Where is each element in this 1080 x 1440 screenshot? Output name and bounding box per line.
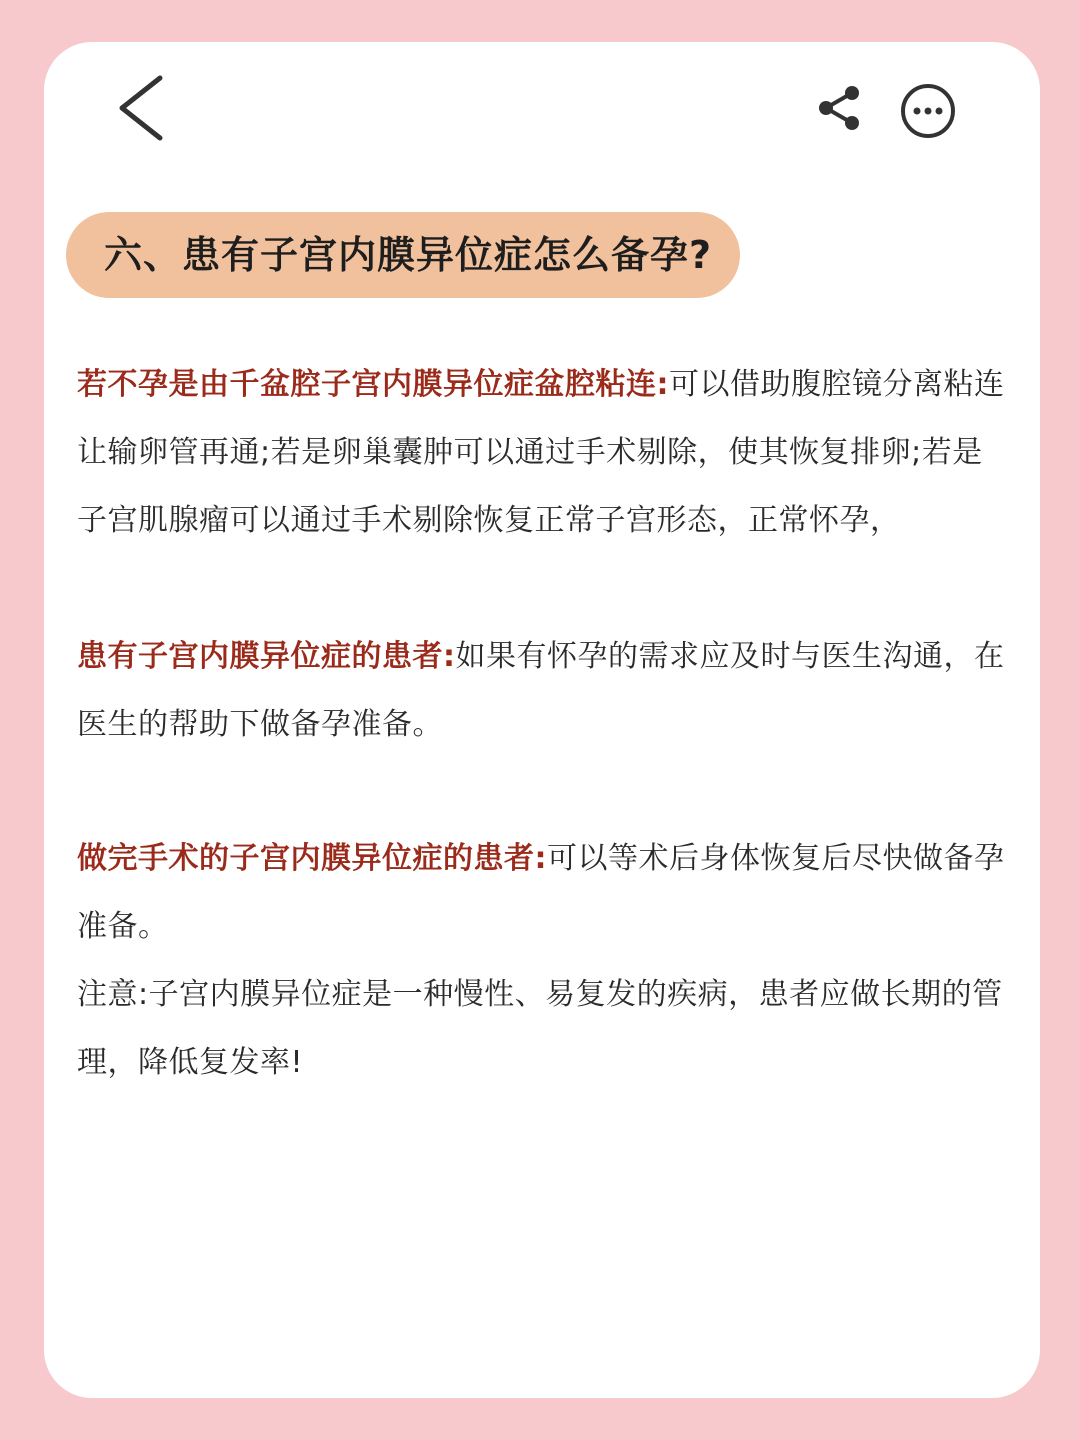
paragraph — [77, 623, 1013, 759]
content-card — [44, 42, 1040, 1398]
paragraph — [77, 825, 1013, 961]
paragraph-highlight: 若不孕是由千盆腔子宫内膜异位症盆腔粘连: — [77, 367, 669, 402]
share-button[interactable] — [814, 84, 864, 132]
section-title: 六、患有子宫内膜异位症怎么备孕? — [104, 233, 713, 277]
share-icon — [814, 84, 864, 132]
back-button[interactable] — [114, 72, 174, 144]
more-horizontal-icon — [899, 82, 957, 140]
paragraph — [77, 351, 1013, 555]
section-header — [66, 212, 740, 298]
paragraph-highlight: 做完手术的子宫内膜异位症的患者: — [77, 841, 547, 876]
note-text: 注意:子宫内膜异位症是一种慢性、易复发的疾病，患者应做长期的管理，降低复发率! — [77, 977, 1003, 1080]
more-button[interactable] — [899, 82, 957, 140]
paragraph-text: 可以等术后身体恢复后尽快做备孕准备。 — [77, 841, 1005, 944]
paragraph-text: 可以借助腹腔镜分离粘连让输卵管再通;若是卵巢囊肿可以通过手术剔除，使其恢复排卵;若是子宫肌腺瘤可以通过手术剔除恢复正常子宫形态，正常怀孕， — [77, 367, 1005, 538]
paragraph-highlight: 患有子宫内膜异位症的患者: — [77, 639, 456, 674]
paragraph-text: 如果有怀孕的需求应及时与医生沟通，在医生的帮助下做备孕准备。 — [77, 639, 1005, 742]
chevron-left-icon — [114, 72, 174, 144]
